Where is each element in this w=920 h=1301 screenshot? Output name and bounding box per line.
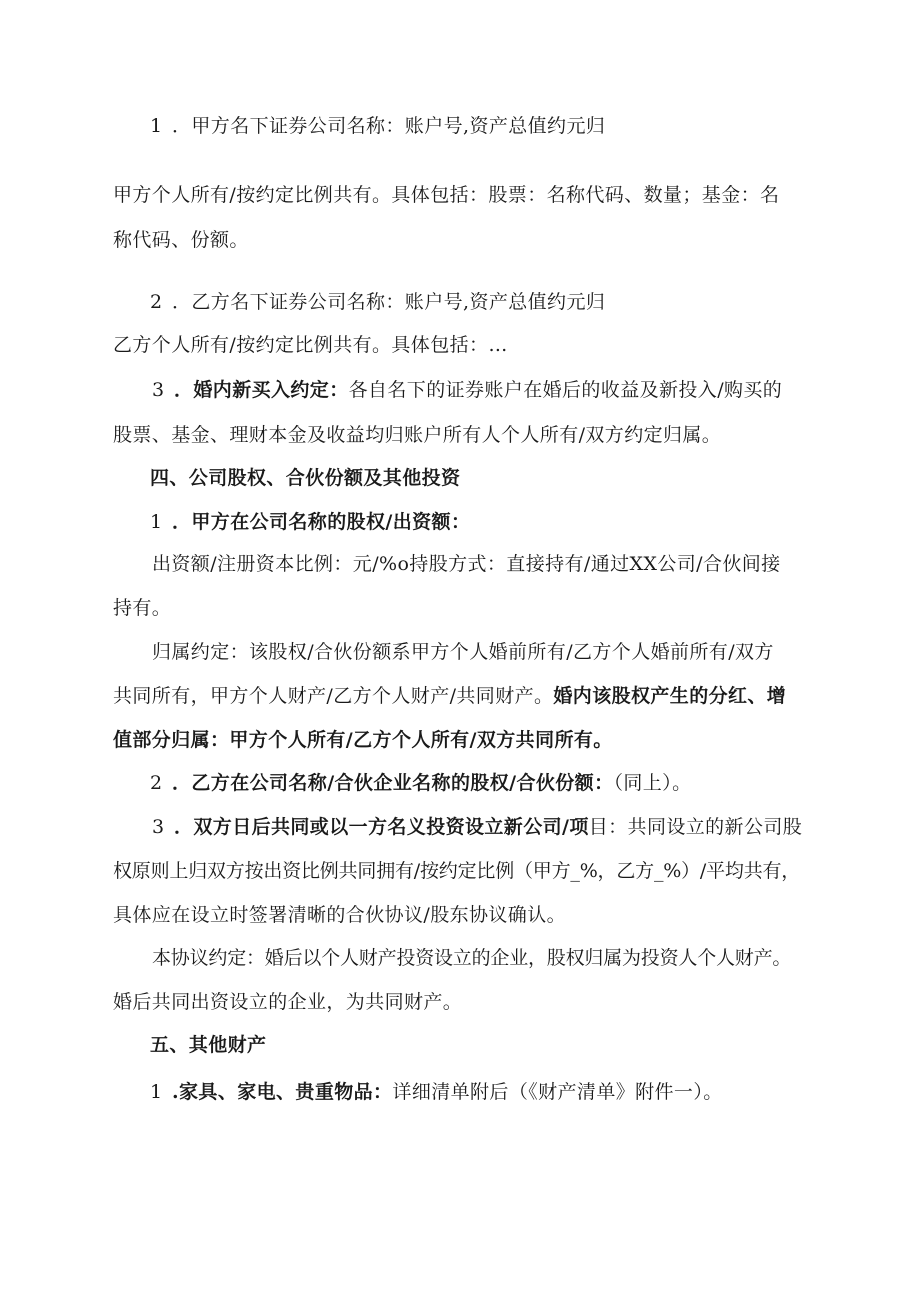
paragraph-line: 乙方个人所有/按约定比例共有。具体包括：… (113, 334, 508, 356)
equity-item-2 (150, 771, 692, 795)
equity-item-3 (152, 815, 802, 839)
item-text: 各自名下的证券账户在婚后的收益及新投入/购买的 (348, 379, 783, 401)
paragraph-line (113, 684, 786, 708)
item-text: 详细清单附后（《财产清单》附件一）。 (392, 1081, 723, 1103)
stock-item-2 (150, 290, 605, 314)
item-number: 1 (150, 1081, 163, 1103)
paragraph-line: 权原则上归双方按出资比例共同拥有/按约定比例（甲方_%，乙方_%）/平均共有， (113, 860, 801, 882)
paragraph-line: 婚后共同出资设立的企业，为共同财产。 (113, 991, 463, 1013)
item-number: 2 (150, 291, 163, 313)
section-heading-5: 五、其他财产 (150, 1034, 267, 1056)
item-heading: ．乙方在公司名称/合伙企业名称的股权/合伙份额： (172, 772, 614, 794)
item-number: 2 (150, 772, 163, 794)
other-item-1 (150, 1080, 723, 1104)
item-heading: .家具、家电、贵重物品： (172, 1081, 393, 1103)
item-heading: ．双方日后共同或以一方名义投资设立新公司/项 (174, 816, 589, 838)
item-heading: ．婚内新买入约定： (174, 379, 349, 401)
stock-item-3 (152, 378, 782, 402)
item-text: ．甲方名下证券公司名称：账户号,资产总值约元归 (172, 115, 606, 137)
paragraph-line: 值部分归属：甲方个人所有/乙方个人所有/双方共同所有。 (113, 729, 613, 751)
item-text: （同上）。 (613, 772, 692, 794)
item-number: 1 (150, 511, 163, 533)
item-number: 3 (152, 816, 165, 838)
paragraph-line: 具体应在设立时签署清晰的合伙协议/股东协议确认。 (113, 904, 567, 926)
plain-text: 共同所有，甲方个人财产/乙方个人财产/共同财产。 (113, 685, 554, 707)
item-number: 3 (152, 379, 165, 401)
paragraph-line: 持有。 (113, 597, 172, 619)
paragraph-line: 股票、基金、理财本金及收益均归账户所有人个人所有/双方约定归属。 (113, 424, 722, 446)
section-heading-4: 四、公司股权、合伙份额及其他投资 (150, 467, 461, 489)
paragraph-line: 甲方个人所有/按约定比例共有。具体包括：股票：名称代码、数量；基金：名 (113, 184, 780, 206)
paragraph-line: 称代码、份额。 (113, 229, 249, 251)
paragraph-line: 本协议约定：婚后以个人财产投资设立的企业，股权归属为投资人个人财产。 (152, 947, 792, 969)
item-number: 1 (150, 115, 163, 137)
item-text: ．乙方名下证券公司名称：账户号,资产总值约元归 (172, 291, 606, 313)
paragraph-line: 出资额/注册资本比例：元/%o持股方式：直接持有/通过XX公司/合伙间接 (152, 553, 781, 575)
bold-text: 婚内该股权产生的分红、增 (553, 685, 787, 707)
equity-item-1 (150, 510, 470, 534)
paragraph-line: 归属约定：该股权/合伙份额系甲方个人婚前所有/乙方个人婚前所有/双方 (152, 641, 774, 663)
item-text: 目：共同设立的新公司股 (588, 816, 803, 838)
item-heading: ．甲方在公司名称的股权/出资额： (172, 511, 471, 533)
stock-item-1 (150, 114, 605, 138)
